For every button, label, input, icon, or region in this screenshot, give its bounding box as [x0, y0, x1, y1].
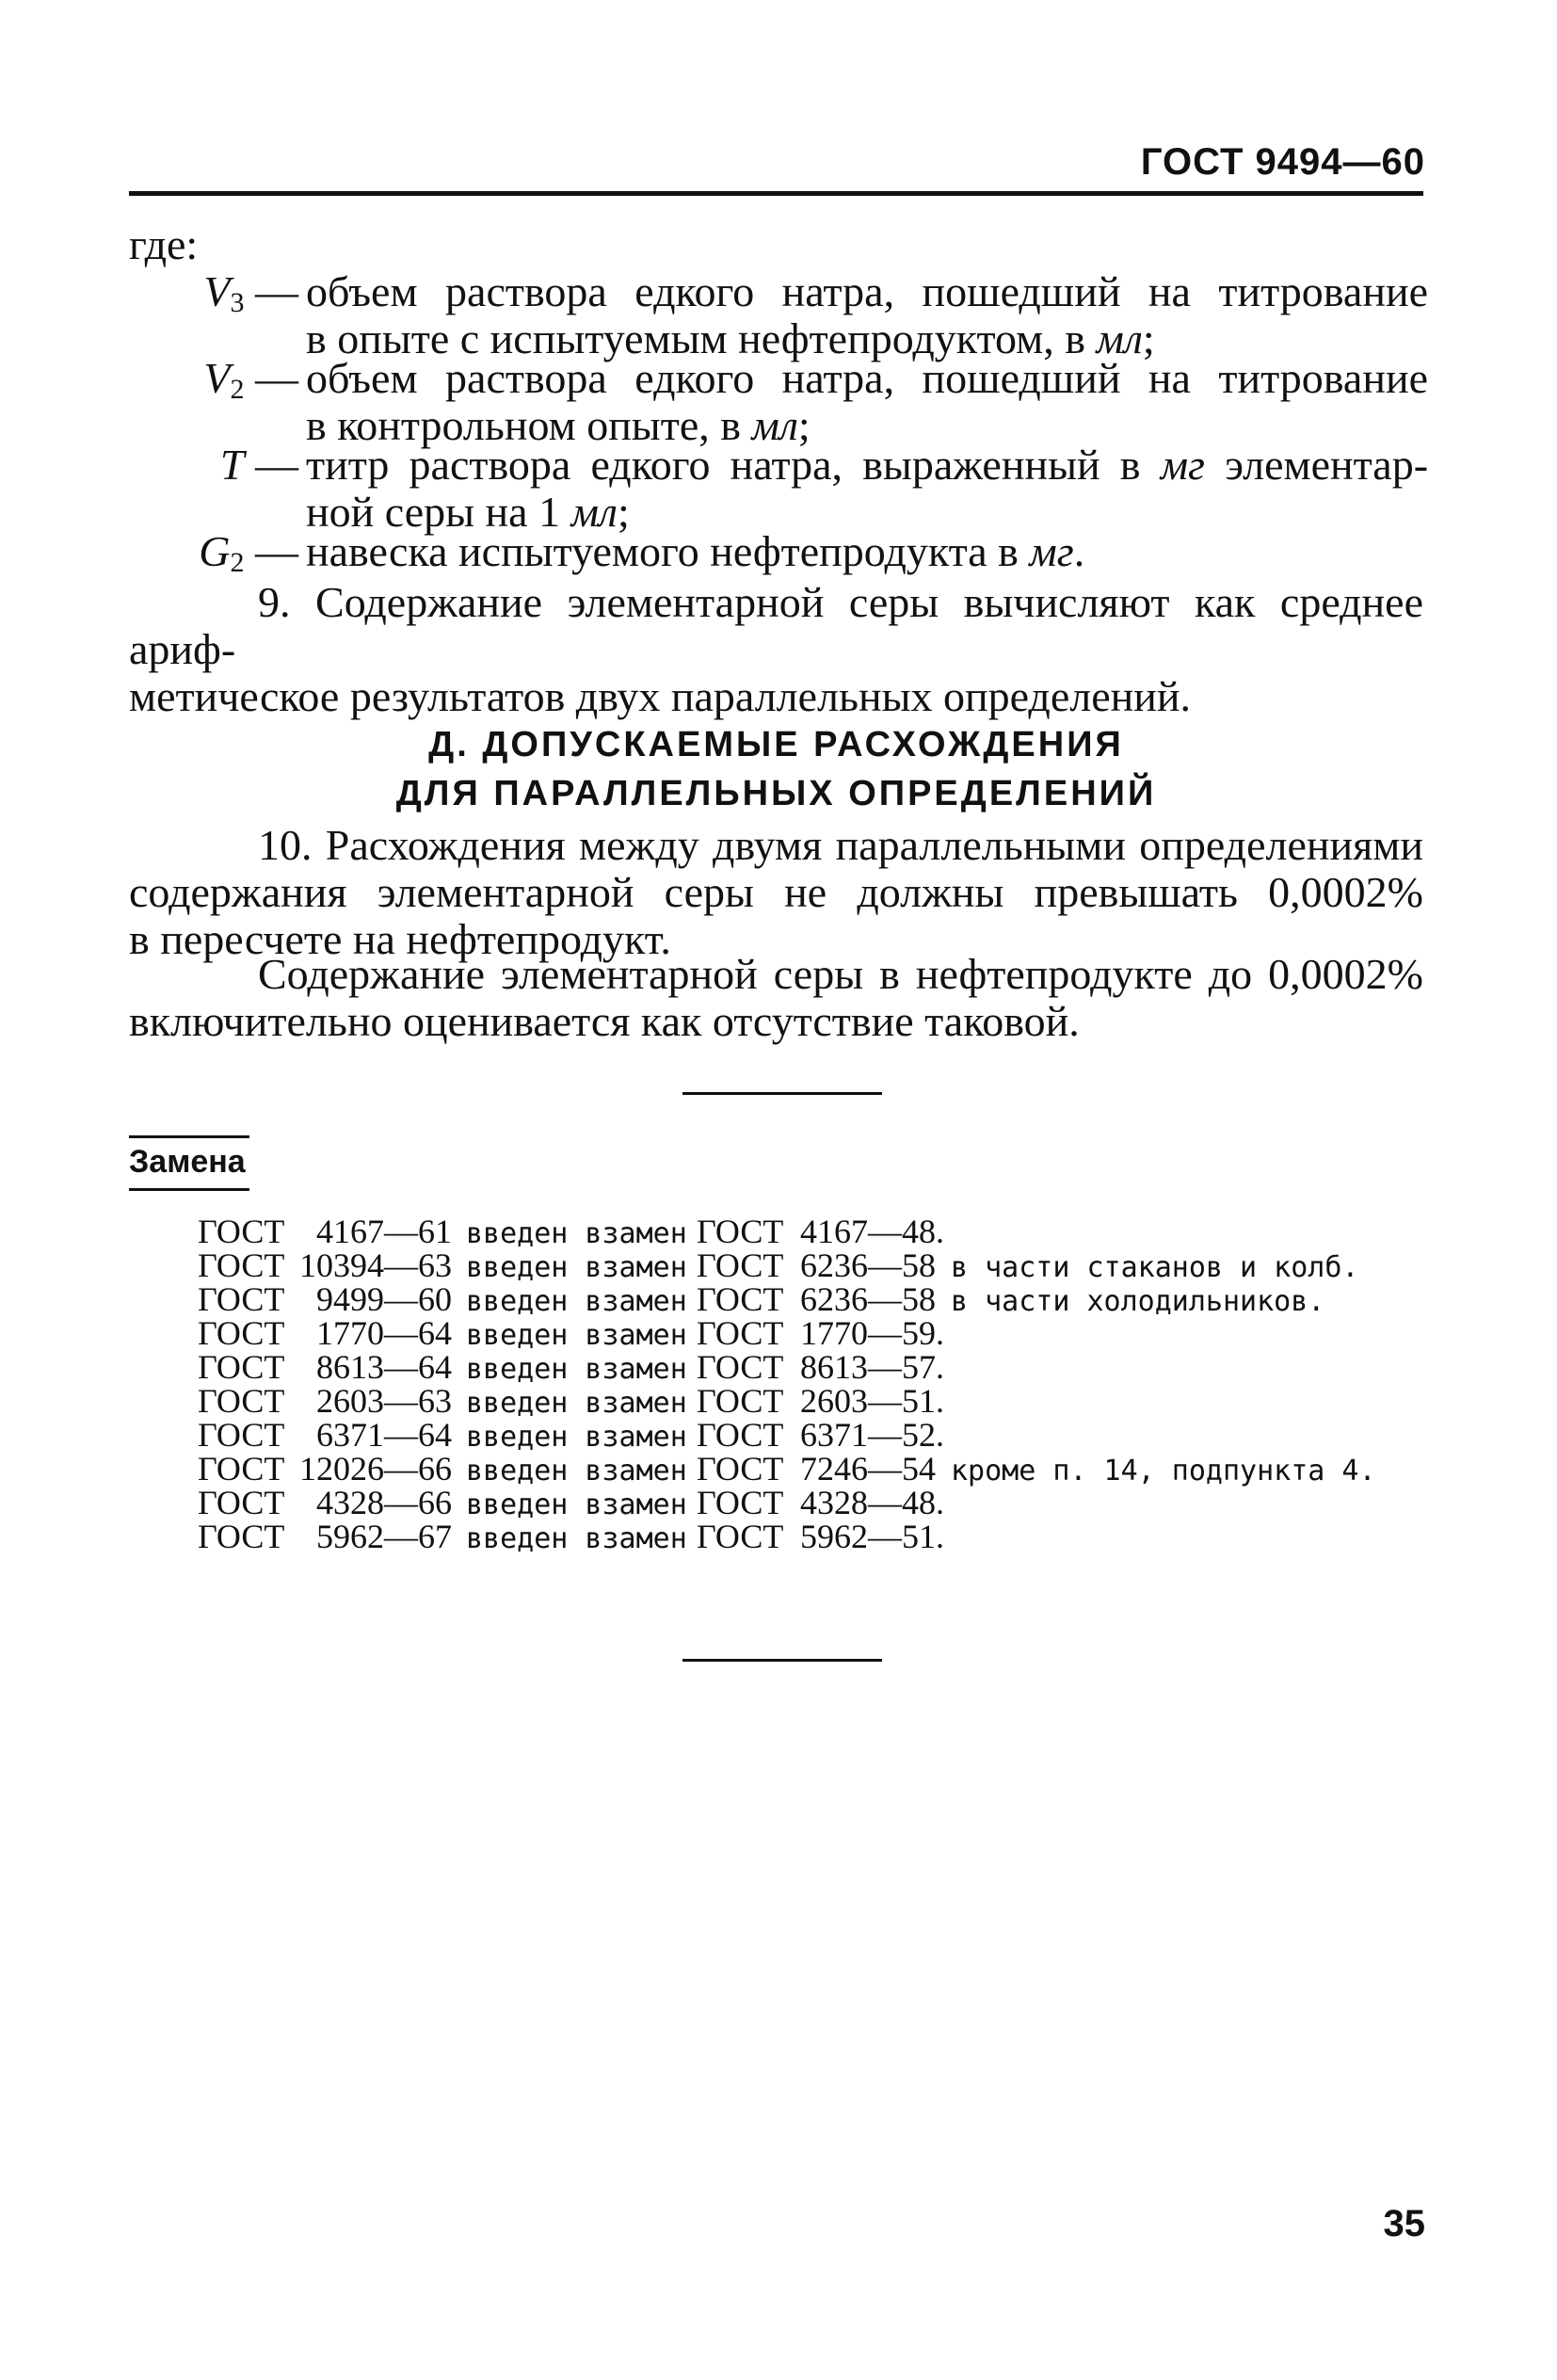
paragraph-line: Содержание элементарной серы в нефтепродукте до 0,0002%: [258, 950, 1423, 998]
definition-symbol: $V_3$ —: [203, 267, 298, 318]
replacement-old-gost-label: ГОСТ: [697, 1450, 784, 1488]
replacement-old-number: 1770—59.: [800, 1314, 944, 1352]
standard-code-header: ГОСТ 9494—60: [1140, 141, 1425, 183]
replacement-new-number: 4167—61: [316, 1213, 452, 1250]
paragraph-line: 10. Расхождения между двумя параллельными определениями: [258, 821, 1423, 869]
replacement-old-gost-label: ГОСТ: [697, 1348, 784, 1386]
replacement-phrase: введен взамен: [466, 1217, 687, 1250]
replacement-note: в части стаканов и колб.: [951, 1251, 1359, 1284]
replacement-top-rule: [129, 1135, 249, 1138]
definition-symbol: T —: [219, 441, 298, 489]
replacement-note: кроме п. 14, подпункта 4.: [951, 1455, 1376, 1488]
replacement-new-number: 4328—66: [316, 1484, 452, 1521]
definition-text: объем раствора едкого натра, пошедший на титрование в контрольном опыте, в мл;: [306, 354, 1428, 449]
replacement-old-gost-label: ГОСТ: [697, 1416, 784, 1454]
definition-text: объем раствора едкого натра, пошедший на титрование в опыте с испытуемым нефтепродуктом, в мл;: [306, 267, 1428, 362]
section-title: [129, 720, 1423, 818]
paragraph-line: содержания элементарной серы не должны превышать 0,0002%: [129, 868, 1423, 916]
paragraph-line: 9. Содержание элементарной серы вычисляют как среднее ариф-: [129, 578, 1423, 673]
replacement-new-number: 6371—64: [316, 1416, 452, 1454]
replacement-old-gost-label: ГОСТ: [697, 1280, 784, 1318]
replacement-old-number: 6236—58: [800, 1246, 936, 1284]
definition-symbol: $G_2$ —: [199, 527, 298, 578]
replacement-new-number: 5962—67: [316, 1518, 452, 1555]
replacement-old-number: 8613—57.: [800, 1348, 944, 1386]
replacement-gost-label: ГОСТ: [198, 1314, 285, 1352]
replacement-phrase: введен взамен: [466, 1353, 687, 1386]
replacement-old-gost-label: ГОСТ: [697, 1518, 784, 1555]
replacement-old-number: 6236—58: [800, 1280, 936, 1318]
replacement-old-gost-label: ГОСТ: [697, 1382, 784, 1420]
paragraph-9: [129, 579, 1423, 720]
section-title-line: Д. ДОПУСКАЕМЫЕ РАСХОЖДЕНИЯ: [428, 725, 1124, 764]
replacement-phrase: введен взамен: [466, 1251, 687, 1284]
replacement-old-number: 5962—51.: [800, 1518, 944, 1555]
replacement-phrase: введен взамен: [466, 1387, 687, 1420]
replacement-old-number: 4167—48.: [800, 1213, 944, 1250]
paragraph-10: [129, 822, 1423, 963]
where-label: где:: [129, 220, 199, 268]
replacement-phrase: введен взамен: [466, 1319, 687, 1352]
replacement-old-gost-label: ГОСТ: [697, 1484, 784, 1521]
replacement-gost-label: ГОСТ: [198, 1416, 285, 1454]
replacement-phrase: введен взамен: [466, 1455, 687, 1488]
replacement-old-number: 6371—52.: [800, 1416, 944, 1454]
header-rule: [129, 191, 1423, 196]
replacement-old-gost-label: ГОСТ: [697, 1213, 784, 1250]
section-title-line: ДЛЯ ПАРАЛЛЕЛЬНЫХ ОПРЕДЕЛЕНИЙ: [395, 774, 1157, 813]
replacement-old-number: 7246—54: [800, 1450, 936, 1488]
replacement-phrase: введен взамен: [466, 1522, 687, 1555]
definition-text: титр раствора едкого натра, выраженный в мг элементар- ной серы на 1 мл;: [306, 441, 1429, 536]
replacement-phrase: введен взамен: [466, 1421, 687, 1454]
replacement-gost-label: ГОСТ: [198, 1450, 285, 1488]
replacement-gost-label: ГОСТ: [198, 1246, 285, 1284]
paragraph-11: [129, 951, 1423, 1045]
replacement-bottom-rule: [129, 1188, 249, 1191]
replacement-new-number: 2603—63: [316, 1382, 452, 1420]
replacement-gost-label: ГОСТ: [198, 1382, 285, 1420]
definition-g2: [129, 527, 1428, 578]
replacement-note: в части холодильников.: [951, 1285, 1325, 1318]
replacement-old-gost-label: ГОСТ: [697, 1246, 784, 1284]
replacement-gost-label: ГОСТ: [198, 1348, 285, 1386]
replacement-new-number: 12026—66: [299, 1450, 452, 1488]
replacement-old-number: 4328—48.: [800, 1484, 944, 1521]
definition-v3: [129, 268, 1428, 362]
definition-t: [129, 442, 1428, 536]
replacement-phrase: введен взамен: [466, 1488, 687, 1521]
paragraph-line: метическое результатов двух параллельных определений.: [129, 672, 1191, 720]
replacement-title: Замена: [129, 1144, 246, 1180]
replacement-new-number: 8613—64: [316, 1348, 452, 1386]
replacement-gost-label: ГОСТ: [198, 1518, 285, 1555]
paragraph-line: в пересчете на нефтепродукт.: [129, 915, 671, 963]
replacement-gost-label: ГОСТ: [198, 1213, 285, 1250]
replacement-phrase: введен взамен: [466, 1285, 687, 1318]
definition-v2: [129, 355, 1428, 449]
replacement-new-number: 9499—60: [316, 1280, 452, 1318]
separator-rule: [682, 1092, 882, 1095]
replacement-new-number: 10394—63: [299, 1246, 452, 1284]
definition-text: навеска испытуемого нефтепродукта в мг.: [306, 527, 1085, 575]
separator-rule: [682, 1659, 882, 1662]
paragraph-line: включительно оценивается как отсутствие таковой.: [129, 997, 1080, 1045]
page-number: 35: [1383, 2203, 1425, 2244]
replacement-gost-label: ГОСТ: [198, 1484, 285, 1521]
replacement-old-number: 2603—51.: [800, 1382, 944, 1420]
replacement-new-number: 1770—64: [316, 1314, 452, 1352]
replacement-gost-label: ГОСТ: [198, 1280, 285, 1318]
definition-symbol: $V_2$ —: [203, 354, 298, 405]
replacement-old-gost-label: ГОСТ: [697, 1314, 784, 1352]
